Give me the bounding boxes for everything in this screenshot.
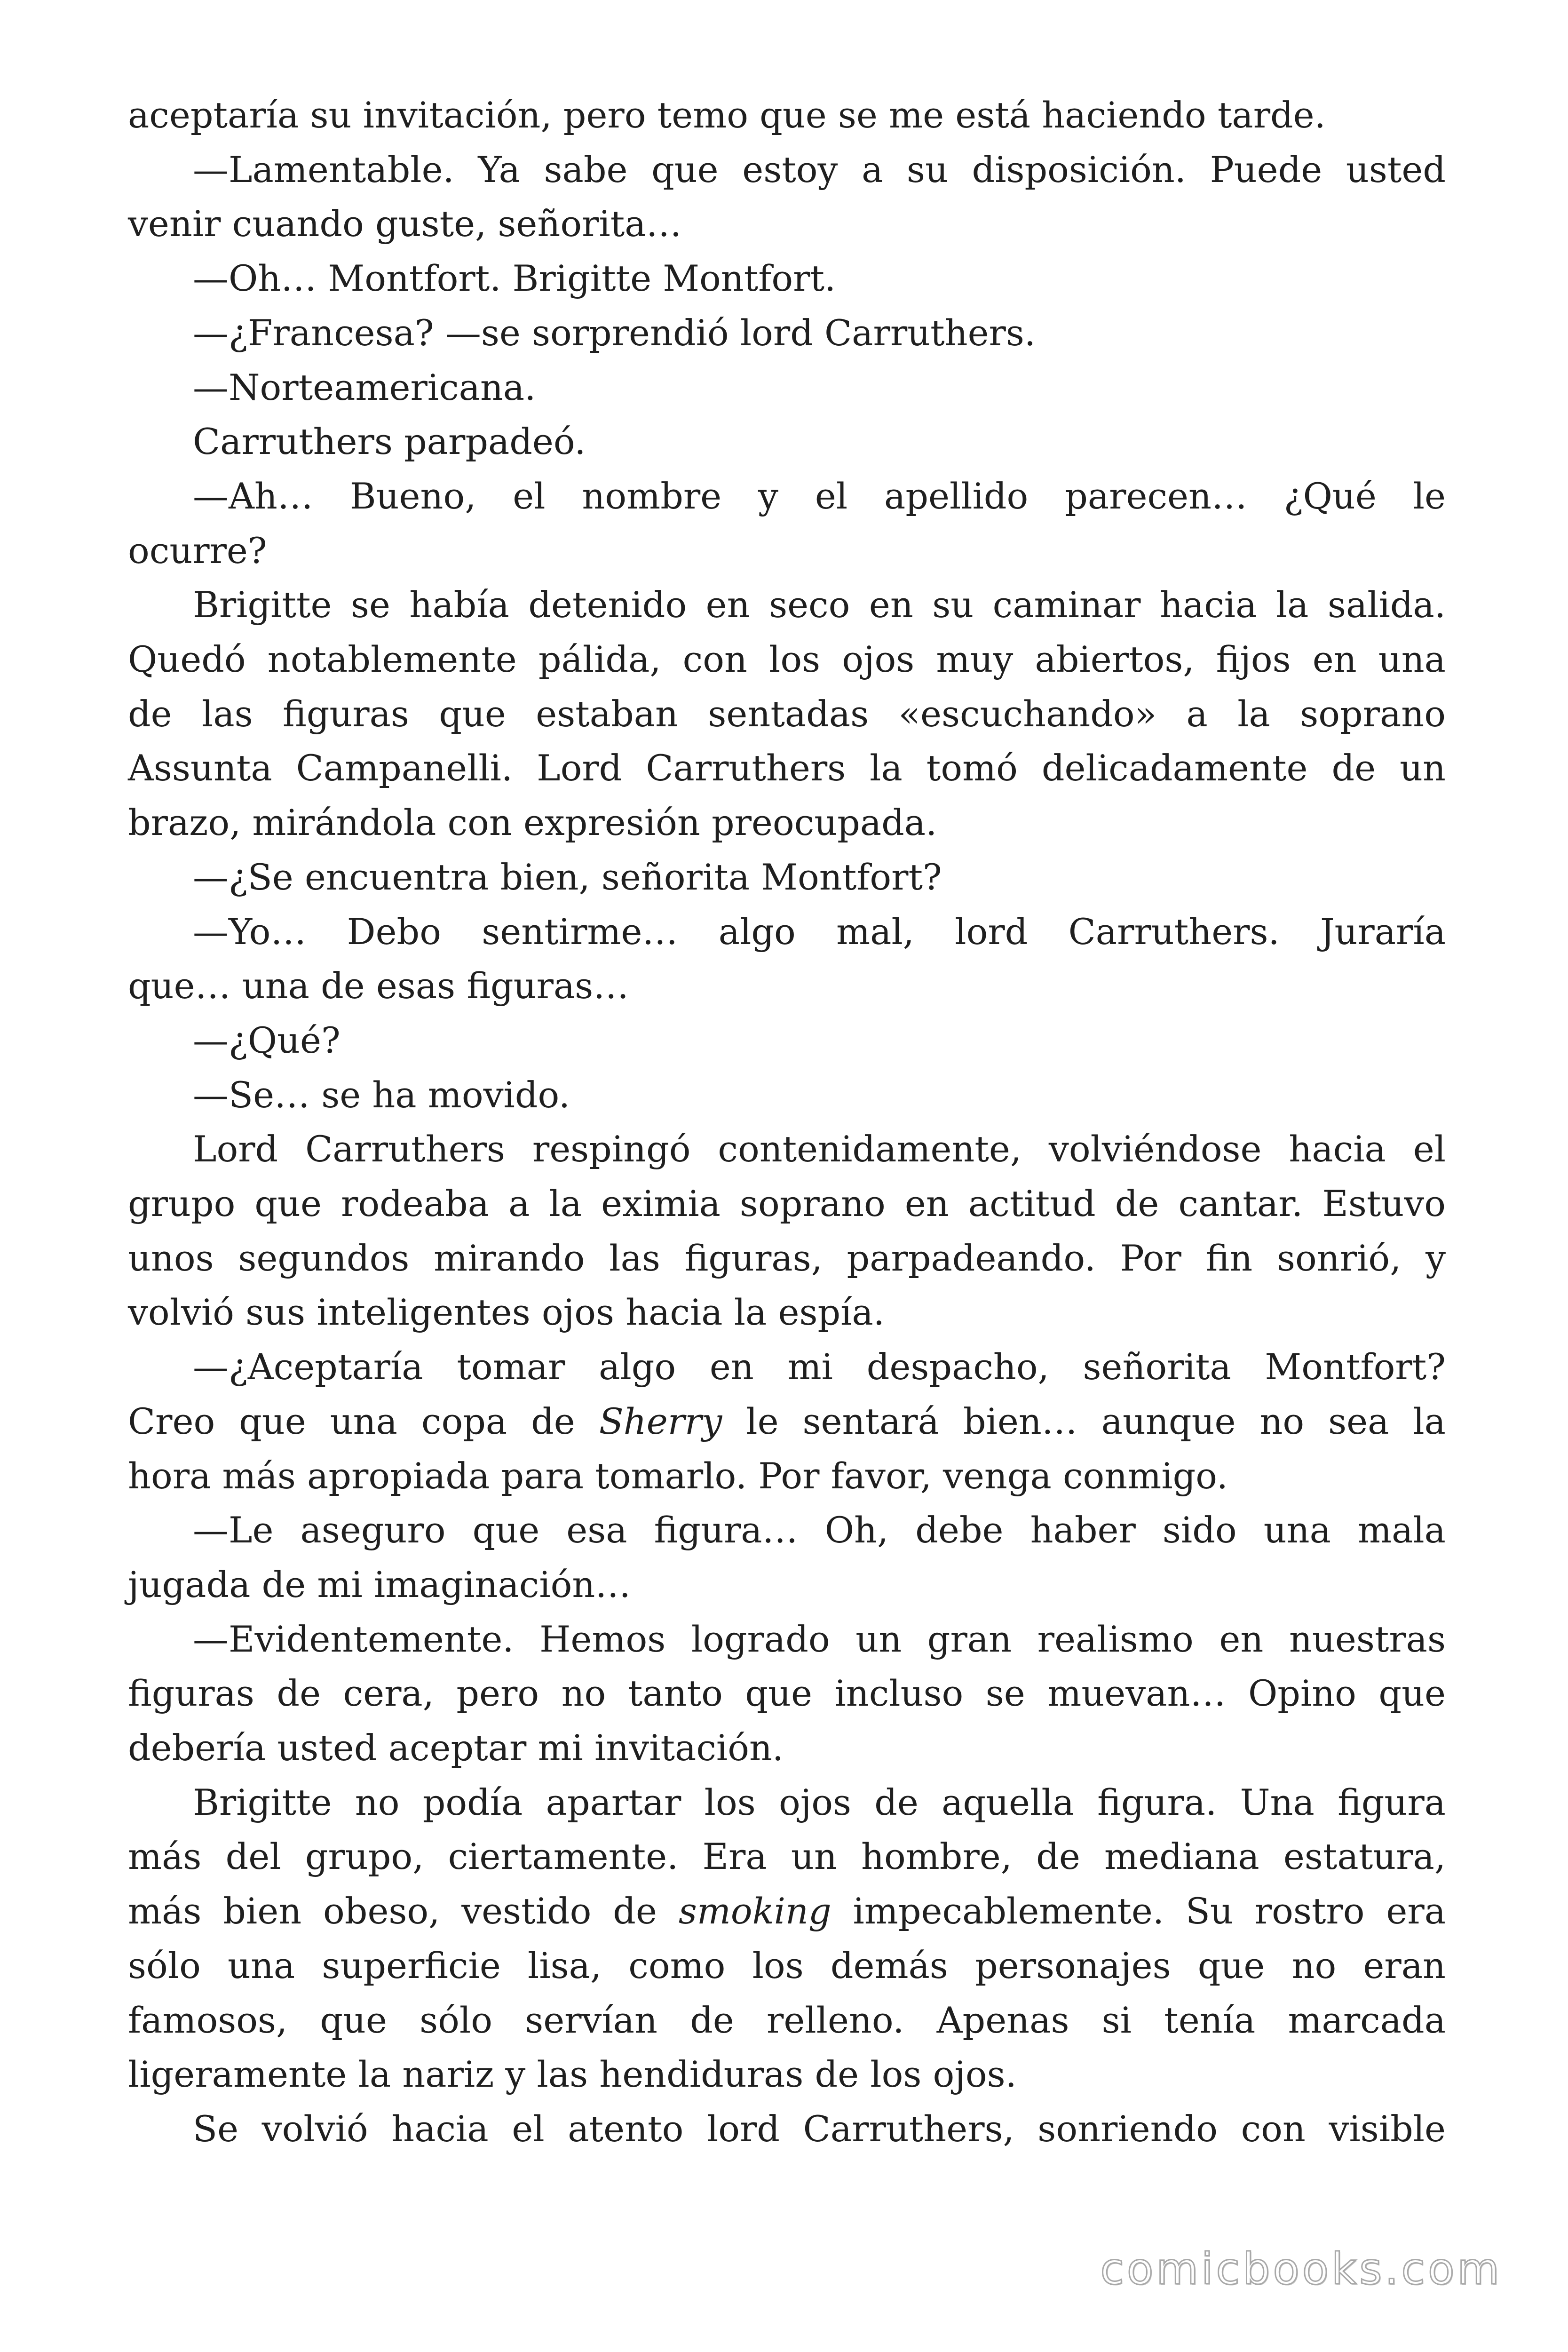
text-line: figuras de cera, pero no tanto que incluso se muevan… Opino que xyxy=(128,1672,1446,1714)
text-line: jugada de mi imaginación… xyxy=(128,1564,631,1605)
text-line: Assunta Campanelli. Lord Carruthers la tomó delicadamente de un xyxy=(128,747,1446,789)
text-line: —Le aseguro que esa figura… Oh, debe haber sido una mala xyxy=(193,1509,1446,1551)
text-line: volvió sus inteligentes ojos hacia la espía. xyxy=(128,1291,885,1333)
text-line: —Lamentable. Ya sabe que estoy a su disposición. Puede usted xyxy=(193,149,1446,191)
text-line: unos segundos mirando las figuras, parpadeando. Por fin sonrió, y xyxy=(128,1237,1446,1279)
text-line: —¿Se encuentra bien, señorita Montfort? xyxy=(193,856,942,898)
text-line: Brigitte se había detenido en seco en su caminar hacia la salida. xyxy=(193,584,1446,626)
text-line: hora más apropiada para tomarlo. Por favor, venga conmigo. xyxy=(128,1455,1228,1497)
text-line: debería usted aceptar mi invitación. xyxy=(128,1727,784,1769)
text-line: Quedó notablemente pálida, con los ojos muy abiertos, fijos en una xyxy=(128,638,1446,680)
text-line: Creo que una copa de Sherry le sentará bien… aunque no sea la xyxy=(128,1400,1446,1442)
text-line: ligeramente la nariz y las hendiduras de los ojos. xyxy=(128,2053,1017,2095)
text-line: ocurre? xyxy=(128,530,267,572)
text-line: —¿Francesa? —se sorprendió lord Carruthers. xyxy=(193,312,1036,354)
text-line: Brigitte no podía apartar los ojos de aquella figura. Una figura xyxy=(193,1781,1446,1823)
text-line: sólo una superficie lisa, como los demás personajes que no eran xyxy=(128,1945,1446,1986)
text-line: más bien obeso, vestido de smoking impecablemente. Su rostro era xyxy=(128,1890,1446,1932)
text-line: —Se… se ha movido. xyxy=(193,1074,570,1116)
italic-word: smoking xyxy=(678,1890,832,1932)
text-line: grupo que rodeaba a la eximia soprano en actitud de cantar. Estuvo xyxy=(128,1183,1446,1224)
text-line: Carruthers parpadeó. xyxy=(193,421,586,462)
watermark-logo: comicbooks.com xyxy=(1100,2244,1502,2294)
text-line: —¿Aceptaría tomar algo en mi despacho, señorita Montfort? xyxy=(193,1346,1446,1388)
text-line: —Norteamericana. xyxy=(193,366,536,408)
text-line: —Ah… Bueno, el nombre y el apellido parecen… ¿Qué le xyxy=(193,475,1446,517)
text-line: más del grupo, ciertamente. Era un hombre, de mediana estatura, xyxy=(128,1836,1446,1877)
text-line: —Yo… Debo sentirme… algo mal, lord Carruthers. Juraría xyxy=(193,911,1446,953)
text-line: venir cuando guste, señorita… xyxy=(128,203,682,245)
text-line: de las figuras que estaban sentadas «escuchando» a la soprano xyxy=(128,693,1446,735)
text-line: Lord Carruthers respingó contenidamente, volviéndose hacia el xyxy=(193,1128,1446,1170)
text-line: famosos, que sólo servían de relleno. Apenas si tenía marcada xyxy=(128,1999,1446,2041)
text-line: brazo, mirándola con expresión preocupada. xyxy=(128,802,937,843)
text-line: —Oh… Montfort. Brigitte Montfort. xyxy=(193,257,836,299)
text-line: que… una de esas figuras… xyxy=(128,965,629,1007)
text-line: aceptaría su invitación, pero temo que se me está haciendo tarde. xyxy=(128,94,1326,136)
text-line: Se volvió hacia el atento lord Carruthers, sonriendo con visible xyxy=(193,2108,1446,2150)
italic-word: Sherry xyxy=(599,1400,722,1442)
text-line: —Evidentemente. Hemos logrado un gran realismo en nuestras xyxy=(193,1618,1446,1660)
text-line: —¿Qué? xyxy=(193,1019,341,1061)
